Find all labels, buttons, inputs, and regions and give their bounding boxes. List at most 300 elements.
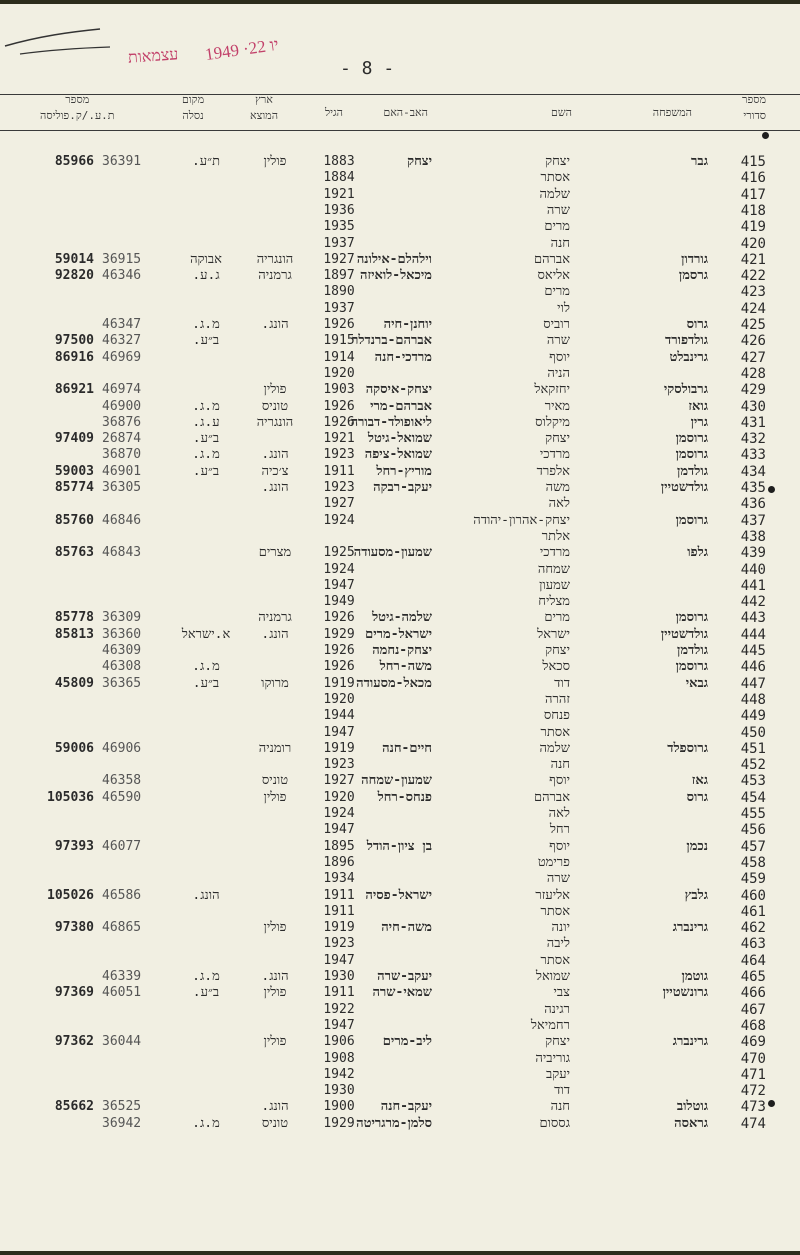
table-row [0,529,800,545]
first-name: גוריביה [535,1050,570,1066]
table-row [0,790,800,806]
birth-year: 1923 [323,447,355,463]
table-row [0,1116,800,1132]
serial-number: 436 [740,496,766,513]
parents-names: משה-רחל [379,659,432,675]
first-name: צבי [553,985,570,1001]
table-row [0,1018,800,1034]
country-of-origin: הונג. [261,447,289,463]
first-name: רגינה [544,1001,570,1017]
serial-number: 432 [740,431,766,448]
table-row [0,333,800,349]
table-row [0,252,800,268]
table-row [0,301,800,317]
serial-number: 450 [740,724,766,741]
first-name: ליבה [546,936,570,952]
ship-name: ב״ע. [192,333,220,349]
parents-names: יצחק-נחמה [372,643,432,658]
serial-number: 427 [740,349,766,366]
serial-number: 470 [740,1050,766,1067]
family-name: גרוס [686,789,708,805]
first-name: שמואל [535,969,570,984]
country-of-origin: רומניה [258,740,292,756]
serial-number: 434 [740,463,766,480]
policy-number: 85774 [54,480,94,495]
certificate-number: 46969 [102,349,142,365]
table-row [0,1034,800,1050]
first-name: רוביס [543,317,570,332]
first-name: יוסף [549,349,570,365]
certificate-number: 46339 [102,969,142,984]
birth-year: 1903 [323,382,355,398]
birth-year: 1937 [323,300,355,316]
family-name: גולדשטיין [660,480,708,495]
table-row [0,725,800,741]
birth-year: 1942 [323,1066,355,1082]
parents-names: פנחס-רחל [377,789,432,805]
header-ship: מקום נסלה [182,93,205,122]
birth-year: 1919 [323,675,355,691]
serial-number: 465 [740,969,766,985]
first-name: יעקב [546,1066,570,1082]
serial-number: 473 [740,1099,766,1116]
birth-year: 1920 [323,365,355,381]
birth-year: 1934 [323,871,355,887]
certificate-number: 46347 [102,317,142,332]
document-page [0,4,800,1251]
family-name: גרסמן [678,268,708,284]
serial-number: 422 [740,268,766,285]
policy-number: 97380 [54,920,94,936]
header-rule-bottom [0,130,800,131]
parents-names: מרדכי-חנה [374,349,432,365]
first-name: יוסף [549,773,570,789]
first-name: רחמיאל [530,1017,570,1033]
birth-year: 1883 [323,154,355,169]
table-row [0,659,800,675]
table-row [0,610,800,626]
first-name: יצחק [545,431,570,447]
table-row [0,676,800,692]
serial-number: 443 [740,610,766,627]
birth-year: 1896 [323,854,355,870]
table-row [0,382,800,398]
birth-year: 1927 [323,496,355,512]
parents-names: שמואל-גיטל [367,431,432,447]
birth-year: 1926 [323,414,355,430]
family-name: גראסה [674,1115,708,1131]
serial-number: 472 [740,1083,766,1100]
parents-names: סלמן-מרגריטה [356,1115,432,1131]
ship-name: מ.ג. [192,659,220,675]
birth-year: 1890 [323,284,355,300]
certificate-number: 36525 [102,1099,142,1115]
birth-year: 1944 [323,708,355,724]
family-name: גרין [690,414,708,430]
birth-year: 1919 [323,740,355,756]
first-name: אלתר [541,528,570,544]
family-name: גרינבלט [669,349,708,365]
birth-year: 1929 [323,626,355,642]
first-name: שרה [546,333,570,349]
family-name: גלפו [687,545,708,561]
serial-number: 460 [740,887,766,904]
serial-number: 438 [740,528,766,545]
table-row [0,154,800,170]
ship-name: ב״ע. [192,675,220,691]
policy-number: 85763 [54,545,94,561]
first-name: סכאל [542,659,570,675]
first-name: אליעזר [535,887,570,903]
family-name: גרינברג [672,1034,708,1050]
parents-names: יצחק [407,154,432,169]
first-name: אסתר [540,724,570,740]
header-country: ארץ המוצא [250,93,279,122]
first-name: מצליח [538,594,570,610]
serial-number: 423 [740,284,766,301]
serial-number: 439 [740,545,766,562]
table-row [0,643,800,659]
policy-number: 85813 [54,626,94,642]
first-name: שרה [546,871,570,887]
first-name: חנה [550,1099,570,1115]
birth-year: 1929 [323,1115,355,1131]
table-row [0,757,800,773]
birth-year: 1915 [323,333,355,349]
family-name: גולדפורד [665,333,708,349]
family-name: גולדשטיין [660,626,708,642]
family-name: גרבולסקי [663,382,708,398]
first-name: משה [545,480,570,495]
serial-number: 428 [740,365,766,382]
first-name: לוי [557,300,570,316]
country-of-origin: מצרים [258,545,292,561]
serial-number: 451 [740,740,766,757]
serial-number: 454 [740,789,766,806]
header-parents: האב-האם [383,106,428,119]
family-name: גרוסמן [675,431,708,447]
birth-year: 1930 [323,969,355,984]
table-row [0,545,800,561]
first-name: אסתר [540,170,570,186]
country-of-origin: פולין [263,382,287,398]
serial-number: 455 [740,806,766,822]
family-name: גוטמן [681,969,708,984]
serial-number: 425 [740,317,766,333]
header-rule-top [0,94,800,95]
serial-number: 449 [740,708,766,725]
table-row [0,1083,800,1099]
birth-year: 1923 [323,757,355,773]
country-of-origin: מרוקו [261,675,289,691]
serial-number: 421 [740,251,766,268]
birth-year: 1930 [323,1083,355,1099]
certificate-number: 46077 [102,838,142,854]
margin-dot [762,132,769,139]
country-of-origin: הונג. [261,969,289,984]
certificate-number: 36942 [102,1115,142,1131]
birth-year: 1911 [323,887,355,903]
serial-number: 444 [740,626,766,643]
ship-name: ב״ע. [192,463,220,479]
serial-number: 420 [740,235,766,252]
first-name: פנחס [543,708,570,724]
family-name: גרוסמן [675,512,708,528]
first-name: רחל [549,822,570,838]
policy-number: 86916 [54,349,94,365]
certificate-number: 46586 [102,887,142,903]
table-row [0,447,800,463]
country-of-origin: טוניס [261,1115,289,1131]
first-name: מיקלוס [535,414,570,430]
stamp-date: 1949 ·יו 22 [203,34,280,65]
serial-number: 426 [740,333,766,350]
header-family: המשפחה [652,106,692,119]
serial-number: 435 [740,480,766,496]
birth-year: 1925 [323,545,355,561]
birth-year: 1923 [323,936,355,952]
parents-names: שלמה-גיטל [372,610,432,626]
birth-year: 1947 [323,577,355,593]
country-of-origin: פולין [263,985,287,1001]
serial-number: 415 [740,154,766,170]
serial-number: 429 [740,382,766,399]
certificate-number: 46358 [102,773,142,789]
family-name: גרוסמן [675,610,708,626]
table-row [0,888,800,904]
family-name: גרוסמן [675,447,708,463]
policy-number: 45809 [54,675,94,691]
birth-year: 1947 [323,822,355,838]
country-of-origin: גרמניה [258,610,292,626]
birth-year: 1920 [323,691,355,707]
serial-number: 469 [740,1034,766,1051]
birth-year: 1947 [323,952,355,968]
first-name: הניה [547,365,570,381]
country-of-origin: הונגריה [256,414,294,430]
first-name: חנה [550,235,570,251]
table-row [0,431,800,447]
country-of-origin: טוניס [261,773,289,789]
birth-year: 1900 [323,1099,355,1115]
first-name: יחזקאל [534,382,570,398]
table-row [0,219,800,235]
birth-year: 1947 [323,1017,355,1033]
stamp-label: עצמאות [127,46,179,67]
family-name: גאז [691,773,708,789]
serial-number: 464 [740,952,766,969]
parents-names: שמעון-מסעודה [353,545,432,561]
first-name: יצחק-אהרון-יהודה [473,512,570,528]
certificate-number: 46846 [102,512,142,528]
birth-year: 1949 [323,594,355,610]
serial-number: 445 [740,643,766,659]
first-name: שמעון [539,577,570,593]
birth-year: 1914 [323,349,355,365]
parents-names: יצחק-איסקה [365,382,432,398]
first-name: אסתר [540,903,570,919]
ship-name: ב״ע. [192,985,220,1001]
serial-number: 430 [740,398,766,415]
birth-year: 1927 [323,251,355,267]
family-name: גוטלוב [676,1099,708,1115]
first-name: גססום [539,1115,570,1131]
birth-year: 1935 [323,219,355,235]
birth-year: 1926 [323,659,355,675]
serial-number: 463 [740,936,766,953]
country-of-origin: הונגריה [256,251,294,267]
first-name: דוד [554,1083,570,1099]
certificate-number: 36305 [102,480,142,495]
certificate-number: 36870 [102,447,142,463]
birth-year: 1926 [323,398,355,414]
parents-names: יוחנן-חיה [383,317,432,332]
birth-year: 1924 [323,512,355,528]
parents-names: אברהם-ברנדלר [351,333,432,349]
table-row [0,513,800,529]
ship-name: מ.ג. [192,317,220,332]
family-name: נכמן [686,838,708,854]
certificate-number: 36360 [102,626,142,642]
birth-year: 1919 [323,920,355,936]
birth-year: 1947 [323,724,355,740]
birth-year: 1920 [323,789,355,805]
parents-names: ליב-מרים [382,1034,432,1050]
serial-number: 441 [740,577,766,594]
first-name: יוסף [549,838,570,854]
certificate-number: 36915 [102,251,142,267]
pencil-mark [0,4,140,64]
table-row [0,920,800,936]
header-name: השם [551,106,572,119]
certificate-number: 46900 [102,398,142,414]
policy-number: 85760 [54,512,94,528]
birth-year: 1921 [323,431,355,447]
first-name: לאה [548,806,570,821]
first-name: אסתר [540,952,570,968]
serial-number: 417 [740,186,766,203]
birth-year: 1936 [323,202,355,218]
serial-number: 468 [740,1017,766,1034]
table-row [0,170,800,186]
serial-number: 433 [740,447,766,464]
family-name: גרינברג [672,920,708,936]
country-of-origin: פולין [263,154,287,169]
policy-number: 92820 [54,268,94,284]
family-name: גולדמן [677,463,708,479]
table-row [0,399,800,415]
birth-year: 1937 [323,235,355,251]
certificate-number: 36044 [102,1034,142,1050]
certificate-number: 46906 [102,740,142,756]
policy-number: 86921 [54,382,94,398]
policy-number: 105026 [47,887,94,903]
first-name: שמחה [537,561,570,577]
first-name: יצחק [545,1034,570,1050]
table-row [0,415,800,431]
policy-number: 97409 [54,431,94,447]
first-name: מרים [544,219,570,235]
country-of-origin: הונג. [261,317,289,332]
ship-name: מ.ג. [192,969,220,984]
birth-year: 1897 [323,268,355,284]
serial-number: 418 [740,202,766,219]
birth-year: 1911 [323,903,355,919]
parents-names: אברהם-מרי [370,398,432,414]
country-of-origin: טוניס [261,398,289,414]
first-name: יונה [551,920,570,936]
first-name: אליאס [537,268,570,284]
header-year: הגיל [325,106,343,119]
serial-number: 458 [740,854,766,871]
ship-name: מ.ג. [192,447,220,463]
policy-number: 59006 [54,740,94,756]
birth-year: 1922 [323,1001,355,1017]
policy-number: 105036 [47,789,94,805]
first-name: מרדכי [539,545,570,561]
certificate-number: 26874 [102,431,142,447]
parents-names: מוריץ-רחל [376,463,432,479]
family-name: גרוסמן [675,659,708,675]
policy-number: 97500 [54,333,94,349]
policy-number: 85662 [54,1099,94,1115]
certificate-number: 46308 [102,659,142,675]
serial-number: 461 [740,903,766,920]
ship-name: ע.ג. [192,414,220,430]
birth-year: 1926 [323,317,355,332]
birth-year: 1908 [323,1050,355,1066]
country-of-origin: גרמניה [258,268,292,284]
table-row [0,904,800,920]
first-name: שלמה [539,740,570,756]
family-name: גרוספלד [667,740,708,756]
parents-names: ישראל-מרים [365,626,432,642]
country-of-origin: פולין [263,1034,287,1050]
first-name: שרה [546,202,570,218]
birth-year: 1911 [323,985,355,1001]
certificate-number: 36391 [102,154,142,169]
ship-name: ג.ע. [192,268,220,284]
parents-names: שמואל-ציפה [364,447,432,463]
ship-name: ת״ע. [191,154,221,169]
serial-number: 431 [740,414,766,431]
country-of-origin: פולין [263,920,287,936]
serial-number: 467 [740,1001,766,1018]
birth-year: 1923 [323,480,355,495]
first-name: אברהם [533,251,570,267]
birth-year: 1884 [323,170,355,186]
parents-names: וילהלם-אילונה [356,251,432,267]
birth-year: 1924 [323,561,355,577]
certificate-number: 36876 [102,414,142,430]
parents-names: חיים-חנה [382,740,432,756]
certificate-number: 46865 [102,920,142,936]
certificate-number: 46051 [102,985,142,1001]
table-row [0,822,800,838]
family-name: גרוס [686,317,708,332]
country-of-origin: הונג. [261,1099,289,1115]
first-name: זהרה [545,691,570,707]
serial-number: 416 [740,170,766,187]
ship-name: א.ישראל [181,626,231,642]
table-row [0,350,800,366]
family-name: גולדמן [677,643,708,658]
certificate-number: 46843 [102,545,142,561]
table-row [0,741,800,757]
first-name: יצחק [545,154,570,169]
serial-number: 424 [740,300,766,317]
serial-number: 457 [740,838,766,855]
